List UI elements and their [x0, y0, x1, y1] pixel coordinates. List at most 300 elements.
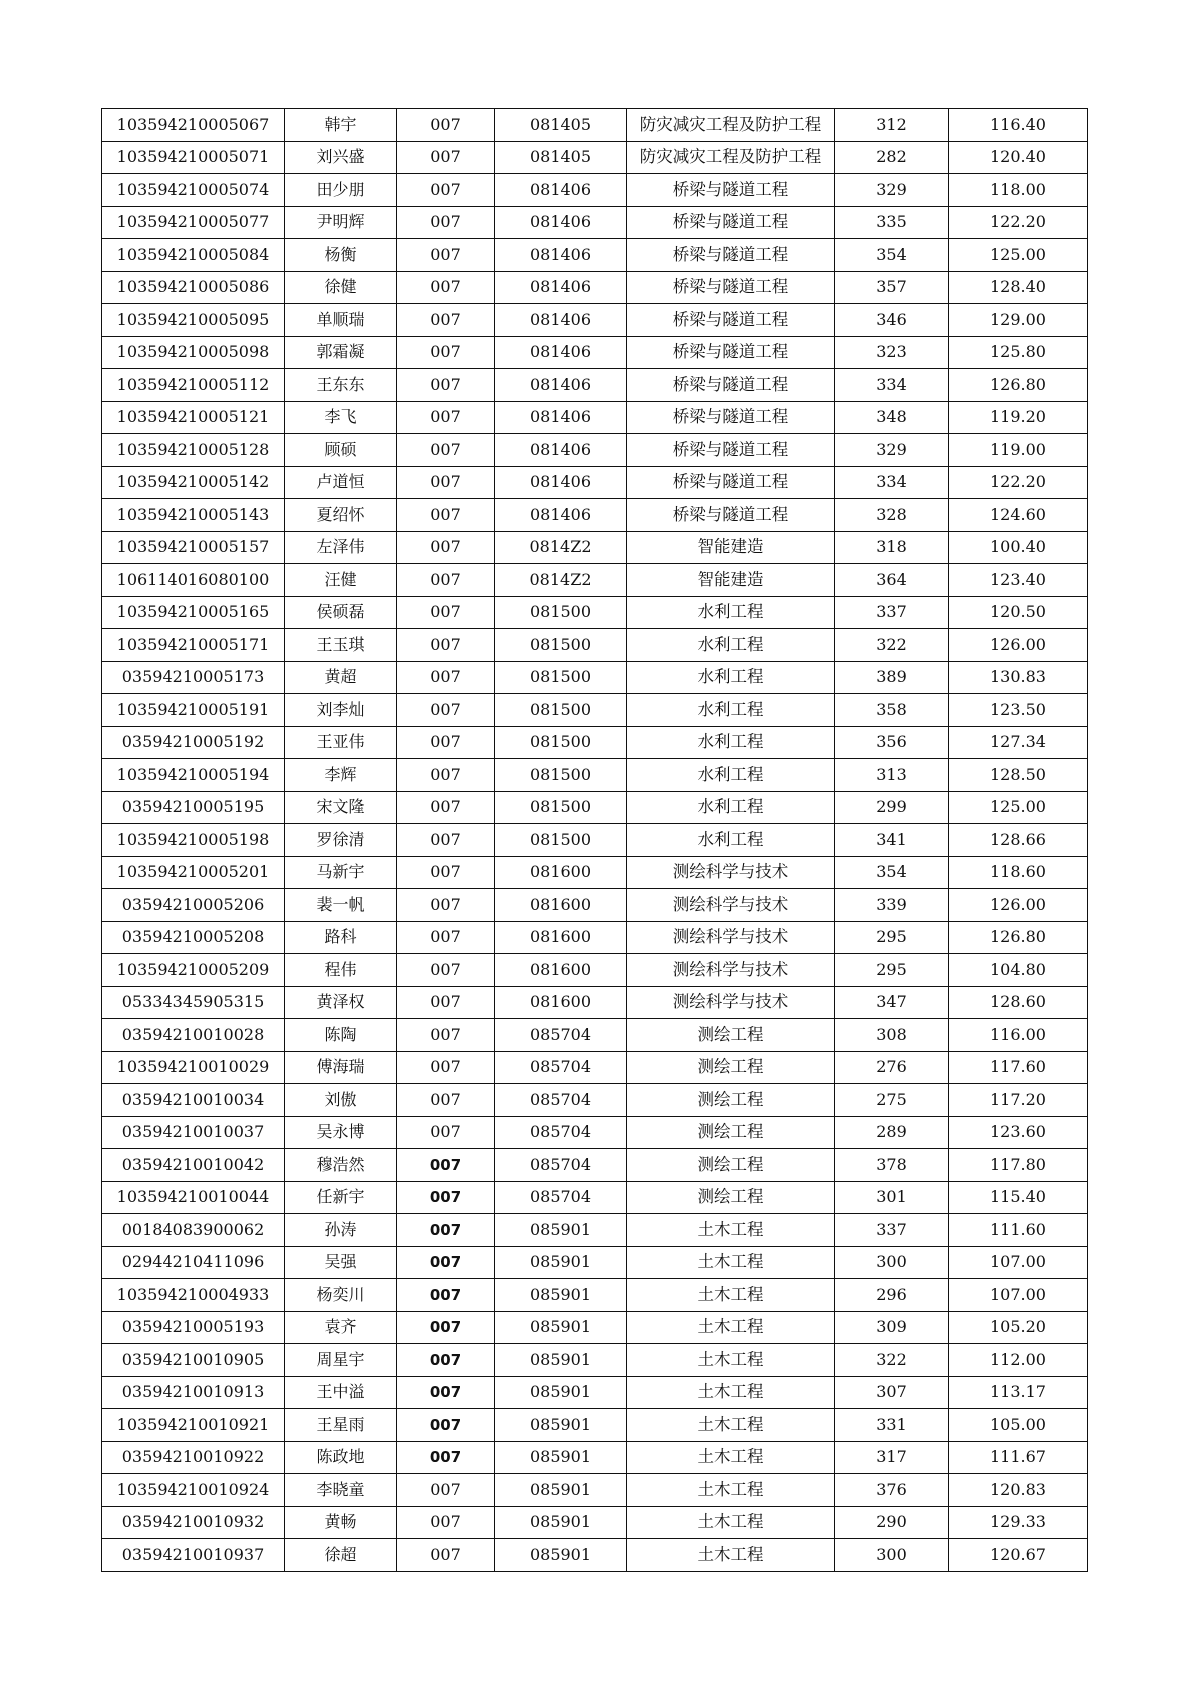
cell-retest-score: 120.40: [949, 141, 1088, 174]
cell-name: 尹明辉: [285, 206, 397, 239]
cell-candidate-id: 103594210005142: [102, 466, 285, 499]
cell-major-code: 081406: [495, 434, 627, 467]
cell-candidate-id: 03594210010034: [102, 1084, 285, 1117]
cell-name: 徐健: [285, 271, 397, 304]
cell-candidate-id: 03594210010937: [102, 1539, 285, 1572]
cell-candidate-id: 103594210005074: [102, 174, 285, 207]
cell-major-code: 081500: [495, 824, 627, 857]
cell-name: 宋文隆: [285, 791, 397, 824]
cell-major-code: 081500: [495, 791, 627, 824]
cell-major-name: 桥梁与隧道工程: [627, 304, 835, 337]
cell-unit-code: 007: [397, 499, 495, 532]
table-row: [102, 1116, 1088, 1149]
cell-candidate-id: 103594210010044: [102, 1181, 285, 1214]
cell-major-code: 085704: [495, 1149, 627, 1182]
cell-retest-score: 125.00: [949, 791, 1088, 824]
table-row: [102, 921, 1088, 954]
cell-candidate-id: 03594210010028: [102, 1019, 285, 1052]
table-row: [102, 531, 1088, 564]
cell-major-name: 桥梁与隧道工程: [627, 499, 835, 532]
table-row: [102, 434, 1088, 467]
table-row: [102, 694, 1088, 727]
cell-initial-score: 323: [835, 336, 949, 369]
cell-name: 孙涛: [285, 1214, 397, 1247]
cell-major-name: 测绘科学与技术: [627, 921, 835, 954]
table-row: [102, 141, 1088, 174]
cell-initial-score: 317: [835, 1441, 949, 1474]
cell-major-code: 085704: [495, 1181, 627, 1214]
cell-unit-code: 007: [397, 629, 495, 662]
cell-unit-code: 007: [397, 1474, 495, 1507]
table-row: [102, 239, 1088, 272]
cell-retest-score: 122.20: [949, 466, 1088, 499]
cell-initial-score: 329: [835, 434, 949, 467]
cell-initial-score: 296: [835, 1279, 949, 1312]
cell-major-name: 桥梁与隧道工程: [627, 336, 835, 369]
cell-major-name: 测绘科学与技术: [627, 986, 835, 1019]
cell-candidate-id: 05334345905315: [102, 986, 285, 1019]
cell-candidate-id: 106114016080100: [102, 564, 285, 597]
cell-initial-score: 334: [835, 369, 949, 402]
cell-candidate-id: 103594210005143: [102, 499, 285, 532]
cell-candidate-id: 03594210005206: [102, 889, 285, 922]
cell-retest-score: 111.67: [949, 1441, 1088, 1474]
cell-initial-score: 354: [835, 856, 949, 889]
cell-candidate-id: 00184083900062: [102, 1214, 285, 1247]
table-row: [102, 336, 1088, 369]
table-row: [102, 889, 1088, 922]
cell-retest-score: 105.00: [949, 1409, 1088, 1442]
table-row: [102, 986, 1088, 1019]
cell-unit-code: 007: [397, 206, 495, 239]
table-row: [102, 174, 1088, 207]
cell-major-code: 081500: [495, 629, 627, 662]
cell-candidate-id: 103594210005198: [102, 824, 285, 857]
cell-candidate-id: 103594210005067: [102, 109, 285, 142]
cell-major-name: 测绘工程: [627, 1051, 835, 1084]
cell-retest-score: 113.17: [949, 1376, 1088, 1409]
table-row: [102, 1149, 1088, 1182]
table-row: [102, 1246, 1088, 1279]
table-row: [102, 824, 1088, 857]
table-row: [102, 596, 1088, 629]
cell-major-name: 水利工程: [627, 596, 835, 629]
cell-candidate-id: 02944210411096: [102, 1246, 285, 1279]
cell-unit-code: 007: [397, 1539, 495, 1572]
cell-name: 王玉琪: [285, 629, 397, 662]
cell-major-code: 081406: [495, 271, 627, 304]
cell-unit-code: 007: [397, 336, 495, 369]
cell-candidate-id: 103594210005128: [102, 434, 285, 467]
cell-candidate-id: 03594210010042: [102, 1149, 285, 1182]
cell-major-code: 085704: [495, 1116, 627, 1149]
cell-name: 杨奕川: [285, 1279, 397, 1312]
cell-name: 徐超: [285, 1539, 397, 1572]
cell-retest-score: 129.00: [949, 304, 1088, 337]
cell-candidate-id: 103594210005194: [102, 759, 285, 792]
cell-candidate-id: 03594210010037: [102, 1116, 285, 1149]
cell-name: 李飞: [285, 401, 397, 434]
cell-candidate-id: 103594210005201: [102, 856, 285, 889]
table-row: [102, 1311, 1088, 1344]
cell-candidate-id: 103594210005095: [102, 304, 285, 337]
cell-major-code: 0814Z2: [495, 564, 627, 597]
cell-major-name: 测绘工程: [627, 1019, 835, 1052]
cell-major-code: 085901: [495, 1246, 627, 1279]
cell-unit-code: 007: [397, 304, 495, 337]
cell-retest-score: 116.40: [949, 109, 1088, 142]
cell-candidate-id: 03594210005193: [102, 1311, 285, 1344]
table-row: [102, 206, 1088, 239]
cell-retest-score: 128.60: [949, 986, 1088, 1019]
table-row: [102, 304, 1088, 337]
cell-initial-score: 346: [835, 304, 949, 337]
cell-unit-code: 007: [397, 596, 495, 629]
cell-major-name: 桥梁与隧道工程: [627, 434, 835, 467]
cell-major-code: 085901: [495, 1344, 627, 1377]
cell-major-code: 081406: [495, 239, 627, 272]
cell-candidate-id: 03594210010922: [102, 1441, 285, 1474]
cell-initial-score: 312: [835, 109, 949, 142]
cell-major-code: 081406: [495, 336, 627, 369]
cell-name: 李辉: [285, 759, 397, 792]
cell-candidate-id: 03594210005173: [102, 661, 285, 694]
cell-major-name: 土木工程: [627, 1409, 835, 1442]
cell-major-code: 085901: [495, 1376, 627, 1409]
table-row: [102, 1376, 1088, 1409]
cell-name: 刘兴盛: [285, 141, 397, 174]
cell-initial-score: 328: [835, 499, 949, 532]
cell-initial-score: 364: [835, 564, 949, 597]
cell-name: 田少朋: [285, 174, 397, 207]
cell-major-code: 081406: [495, 466, 627, 499]
cell-retest-score: 120.67: [949, 1539, 1088, 1572]
cell-major-name: 桥梁与隧道工程: [627, 206, 835, 239]
cell-candidate-id: 103594210005077: [102, 206, 285, 239]
table-row: [102, 1214, 1088, 1247]
cell-retest-score: 126.80: [949, 369, 1088, 402]
cell-candidate-id: 103594210005209: [102, 954, 285, 987]
cell-candidate-id: 103594210010029: [102, 1051, 285, 1084]
cell-candidate-id: 103594210005121: [102, 401, 285, 434]
cell-major-code: 081500: [495, 759, 627, 792]
cell-name: 单顺瑞: [285, 304, 397, 337]
cell-unit-code: 007: [397, 954, 495, 987]
cell-name: 陈政地: [285, 1441, 397, 1474]
cell-major-code: 085901: [495, 1539, 627, 1572]
cell-retest-score: 107.00: [949, 1279, 1088, 1312]
cell-retest-score: 117.60: [949, 1051, 1088, 1084]
cell-name: 夏绍怀: [285, 499, 397, 532]
cell-unit-code: 007: [397, 1246, 495, 1279]
cell-initial-score: 347: [835, 986, 949, 1019]
cell-major-name: 水利工程: [627, 791, 835, 824]
cell-major-name: 土木工程: [627, 1506, 835, 1539]
cell-major-code: 081406: [495, 206, 627, 239]
cell-major-name: 防灾减灾工程及防护工程: [627, 109, 835, 142]
cell-retest-score: 100.40: [949, 531, 1088, 564]
cell-major-code: 081600: [495, 986, 627, 1019]
cell-candidate-id: 103594210005157: [102, 531, 285, 564]
cell-retest-score: 126.00: [949, 629, 1088, 662]
cell-major-name: 桥梁与隧道工程: [627, 401, 835, 434]
cell-retest-score: 116.00: [949, 1019, 1088, 1052]
cell-initial-score: 295: [835, 921, 949, 954]
cell-major-code: 085901: [495, 1311, 627, 1344]
cell-unit-code: 007: [397, 531, 495, 564]
cell-major-code: 085704: [495, 1051, 627, 1084]
table-row: [102, 564, 1088, 597]
cell-major-name: 测绘工程: [627, 1181, 835, 1214]
cell-major-name: 土木工程: [627, 1311, 835, 1344]
cell-major-name: 土木工程: [627, 1279, 835, 1312]
cell-unit-code: 007: [397, 1116, 495, 1149]
cell-initial-score: 322: [835, 1344, 949, 1377]
cell-unit-code: 007: [397, 1376, 495, 1409]
cell-major-name: 水利工程: [627, 694, 835, 727]
table-row: [102, 1409, 1088, 1442]
cell-initial-score: 313: [835, 759, 949, 792]
cell-retest-score: 128.40: [949, 271, 1088, 304]
cell-major-name: 土木工程: [627, 1246, 835, 1279]
cell-major-code: 081500: [495, 726, 627, 759]
cell-initial-score: 295: [835, 954, 949, 987]
cell-retest-score: 126.80: [949, 921, 1088, 954]
cell-name: 吴永博: [285, 1116, 397, 1149]
cell-major-code: 081406: [495, 174, 627, 207]
cell-candidate-id: 103594210005112: [102, 369, 285, 402]
cell-candidate-id: 103594210005165: [102, 596, 285, 629]
cell-name: 黄泽权: [285, 986, 397, 1019]
cell-retest-score: 107.00: [949, 1246, 1088, 1279]
cell-retest-score: 115.40: [949, 1181, 1088, 1214]
cell-unit-code: 007: [397, 1409, 495, 1442]
cell-retest-score: 104.80: [949, 954, 1088, 987]
cell-unit-code: 007: [397, 986, 495, 1019]
cell-name: 杨衡: [285, 239, 397, 272]
cell-major-code: 085901: [495, 1474, 627, 1507]
cell-major-name: 土木工程: [627, 1441, 835, 1474]
cell-major-code: 085901: [495, 1441, 627, 1474]
cell-retest-score: 130.83: [949, 661, 1088, 694]
cell-major-code: 081405: [495, 141, 627, 174]
cell-initial-score: 376: [835, 1474, 949, 1507]
cell-retest-score: 117.20: [949, 1084, 1088, 1117]
cell-major-name: 土木工程: [627, 1376, 835, 1409]
cell-major-code: 0814Z2: [495, 531, 627, 564]
cell-name: 任新宇: [285, 1181, 397, 1214]
cell-major-code: 081500: [495, 596, 627, 629]
cell-unit-code: 007: [397, 694, 495, 727]
cell-name: 左泽伟: [285, 531, 397, 564]
cell-initial-score: 322: [835, 629, 949, 662]
cell-major-name: 桥梁与隧道工程: [627, 239, 835, 272]
cell-retest-score: 129.33: [949, 1506, 1088, 1539]
cell-unit-code: 007: [397, 1506, 495, 1539]
cell-unit-code: 007: [397, 921, 495, 954]
cell-retest-score: 119.00: [949, 434, 1088, 467]
cell-initial-score: 357: [835, 271, 949, 304]
cell-candidate-id: 03594210005208: [102, 921, 285, 954]
cell-unit-code: 007: [397, 1214, 495, 1247]
cell-retest-score: 125.80: [949, 336, 1088, 369]
table-row: [102, 1051, 1088, 1084]
cell-unit-code: 007: [397, 1149, 495, 1182]
cell-retest-score: 112.00: [949, 1344, 1088, 1377]
cell-initial-score: 301: [835, 1181, 949, 1214]
cell-name: 程伟: [285, 954, 397, 987]
cell-name: 黄超: [285, 661, 397, 694]
cell-major-name: 水利工程: [627, 759, 835, 792]
cell-initial-score: 290: [835, 1506, 949, 1539]
cell-name: 王亚伟: [285, 726, 397, 759]
cell-name: 郭霜凝: [285, 336, 397, 369]
cell-candidate-id: 103594210005171: [102, 629, 285, 662]
table-row: [102, 1181, 1088, 1214]
cell-initial-score: 334: [835, 466, 949, 499]
cell-major-name: 智能建造: [627, 564, 835, 597]
cell-initial-score: 276: [835, 1051, 949, 1084]
cell-candidate-id: 03594210005192: [102, 726, 285, 759]
cell-name: 卢道恒: [285, 466, 397, 499]
table-row: [102, 109, 1088, 142]
cell-major-code: 081406: [495, 499, 627, 532]
cell-candidate-id: 103594210005086: [102, 271, 285, 304]
cell-candidate-id: 03594210005195: [102, 791, 285, 824]
cell-retest-score: 120.83: [949, 1474, 1088, 1507]
table-row: [102, 1506, 1088, 1539]
cell-major-code: 081500: [495, 694, 627, 727]
cell-unit-code: 007: [397, 1084, 495, 1117]
cell-initial-score: 341: [835, 824, 949, 857]
cell-name: 傅海瑞: [285, 1051, 397, 1084]
cell-name: 韩宇: [285, 109, 397, 142]
cell-retest-score: 124.60: [949, 499, 1088, 532]
cell-unit-code: 007: [397, 239, 495, 272]
cell-major-code: 081405: [495, 109, 627, 142]
cell-initial-score: 356: [835, 726, 949, 759]
cell-candidate-id: 03594210010932: [102, 1506, 285, 1539]
cell-major-name: 测绘工程: [627, 1084, 835, 1117]
cell-retest-score: 123.40: [949, 564, 1088, 597]
table-row: [102, 1084, 1088, 1117]
cell-major-code: 081406: [495, 401, 627, 434]
cell-initial-score: 337: [835, 1214, 949, 1247]
table-row: [102, 954, 1088, 987]
cell-unit-code: 007: [397, 109, 495, 142]
table-row: [102, 661, 1088, 694]
cell-unit-code: 007: [397, 1279, 495, 1312]
cell-unit-code: 007: [397, 369, 495, 402]
cell-name: 路科: [285, 921, 397, 954]
cell-name: 罗徐清: [285, 824, 397, 857]
cell-name: 李晓童: [285, 1474, 397, 1507]
cell-initial-score: 354: [835, 239, 949, 272]
cell-initial-score: 335: [835, 206, 949, 239]
cell-major-name: 土木工程: [627, 1539, 835, 1572]
cell-major-name: 智能建造: [627, 531, 835, 564]
cell-name: 周星宇: [285, 1344, 397, 1377]
cell-retest-score: 128.50: [949, 759, 1088, 792]
table-row: [102, 499, 1088, 532]
cell-retest-score: 125.00: [949, 239, 1088, 272]
cell-unit-code: 007: [397, 141, 495, 174]
cell-retest-score: 123.60: [949, 1116, 1088, 1149]
cell-major-code: 085901: [495, 1506, 627, 1539]
cell-major-name: 土木工程: [627, 1474, 835, 1507]
cell-major-name: 测绘科学与技术: [627, 856, 835, 889]
table-row: [102, 726, 1088, 759]
cell-unit-code: 007: [397, 1051, 495, 1084]
cell-major-code: 081600: [495, 889, 627, 922]
cell-candidate-id: 03594210010905: [102, 1344, 285, 1377]
cell-name: 吴强: [285, 1246, 397, 1279]
cell-major-name: 水利工程: [627, 824, 835, 857]
cell-initial-score: 358: [835, 694, 949, 727]
table-row: [102, 1279, 1088, 1312]
table-row: [102, 1344, 1088, 1377]
cell-retest-score: 105.20: [949, 1311, 1088, 1344]
cell-major-name: 测绘科学与技术: [627, 889, 835, 922]
table-row: [102, 856, 1088, 889]
cell-name: 王中溢: [285, 1376, 397, 1409]
table-row: [102, 759, 1088, 792]
admission-table: [101, 108, 1088, 1572]
cell-initial-score: 378: [835, 1149, 949, 1182]
table-row: [102, 1019, 1088, 1052]
table-row: [102, 466, 1088, 499]
cell-major-name: 测绘工程: [627, 1116, 835, 1149]
cell-initial-score: 318: [835, 531, 949, 564]
cell-initial-score: 348: [835, 401, 949, 434]
cell-major-name: 测绘科学与技术: [627, 954, 835, 987]
cell-unit-code: 007: [397, 466, 495, 499]
cell-retest-score: 120.50: [949, 596, 1088, 629]
table-row: [102, 369, 1088, 402]
cell-major-code: 081406: [495, 304, 627, 337]
cell-unit-code: 007: [397, 661, 495, 694]
cell-major-name: 桥梁与隧道工程: [627, 174, 835, 207]
table-row: [102, 791, 1088, 824]
cell-major-code: 081500: [495, 661, 627, 694]
cell-initial-score: 337: [835, 596, 949, 629]
cell-unit-code: 007: [397, 174, 495, 207]
cell-unit-code: 007: [397, 1441, 495, 1474]
cell-major-code: 081600: [495, 856, 627, 889]
cell-unit-code: 007: [397, 401, 495, 434]
cell-major-name: 防灾减灾工程及防护工程: [627, 141, 835, 174]
table-row: [102, 401, 1088, 434]
cell-retest-score: 123.50: [949, 694, 1088, 727]
cell-retest-score: 126.00: [949, 889, 1088, 922]
cell-major-code: 081406: [495, 369, 627, 402]
cell-candidate-id: 103594210010924: [102, 1474, 285, 1507]
cell-unit-code: 007: [397, 856, 495, 889]
table-body: [102, 109, 1088, 1572]
table-row: [102, 271, 1088, 304]
table-row: [102, 1474, 1088, 1507]
cell-candidate-id: 103594210004933: [102, 1279, 285, 1312]
cell-retest-score: 122.20: [949, 206, 1088, 239]
cell-major-name: 土木工程: [627, 1344, 835, 1377]
cell-name: 王东东: [285, 369, 397, 402]
cell-initial-score: 282: [835, 141, 949, 174]
cell-initial-score: 300: [835, 1246, 949, 1279]
cell-major-name: 水利工程: [627, 629, 835, 662]
cell-retest-score: 111.60: [949, 1214, 1088, 1247]
cell-unit-code: 007: [397, 1344, 495, 1377]
cell-major-code: 085704: [495, 1019, 627, 1052]
